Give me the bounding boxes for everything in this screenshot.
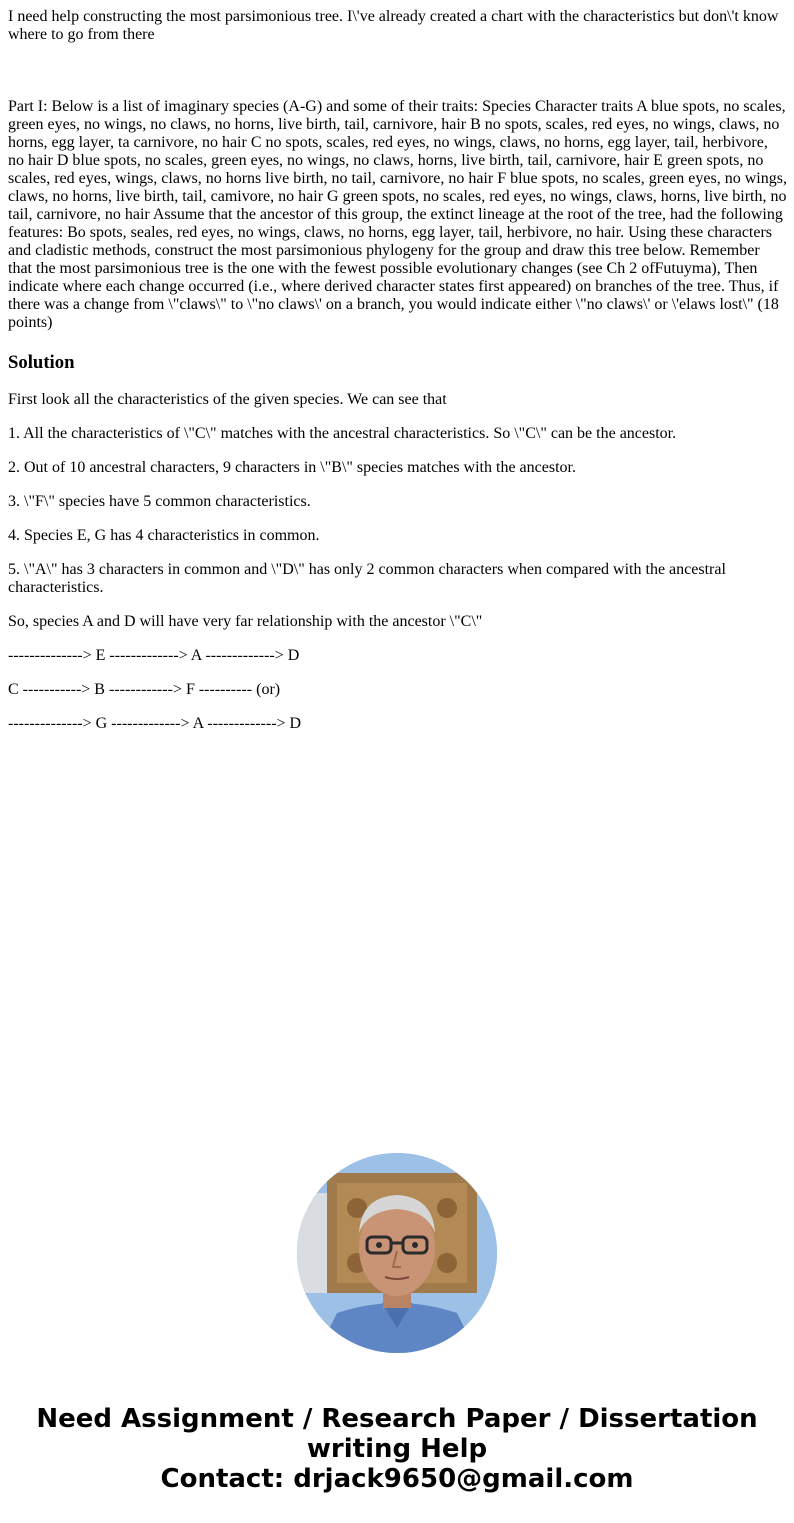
solution-paragraph: 5. \"A\" has 3 characters in common and \"D\" has only 2 common characters when compared with the ancestral characteristics. — [8, 561, 726, 596]
banner-line: Need Assignment / Research Paper / Dissertation — [36, 1404, 758, 1434]
solution-paragraph: So, species A and D will have very far relationship with the ancestor \"C\" — [8, 613, 483, 630]
contact-banner — [0, 1404, 794, 1494]
avatar — [297, 1153, 497, 1353]
solution-paragraph: First look all the characteristics of the given species. We can see that — [8, 391, 447, 408]
solution-paragraph: 2. Out of 10 ancestral characters, 9 characters in \"B\" species matches with the ancestor. — [8, 459, 576, 476]
part-one-text: Part I: Below is a list of imaginary species (A-G) and some of their traits: Species Character traits A blue spots, no scales, green eyes, no wings, no claws, no horns, live birth, tail, carnivore, hair B no spots, scales, red eyes, no wings, claws, no horns, egg layer, ta carnivore, no hair C no spots, scales, red eyes, no wings, claws, no horns, egg layer, tail, herbivore, no hair D blue spots, no scales, green eyes, no wings, no claws, horns, live birth, tail, carnivore, hair E green spots, no scales, red eyes, wings, claws, no horns live birth, no tail, carnivore, no hair F blue spots, no scales, green eyes, no wings, claws, no horns, live birth, tail, camivore, no hair G green spots, no scales, red eyes, no wings, claws, horns, live birth, no tail, carnivore, no hair Assume that the ancestor of this group, the extinct lineage at the root of the tree, had the following features: Bo spots, seales, red eyes, no wings, claws, no horns, egg layer, tail, herbivore, no hair. Using these characters and cladistic methods, construct the most parsimonious phylogeny for the group and draw this tree below. Remember that the most parsimonious tree is the one with the fewest possible evolutionary changes (see Ch 2 ofFutuyma), Then indicate where each change occurred (i.e., where derived character states first appeared) on branches of the tree. Thus, if there was a change from \"claws\" to \"no claws\' on a branch, you would indicate either \"no claws\' or \'elaws lost\" (18 points) — [8, 98, 787, 331]
solution-paragraph: 3. \"F\" species have 5 common characteristics. — [8, 493, 311, 510]
tree-line: C -----------> B ------------> F ---------- (or) — [8, 681, 281, 698]
tree-line: --------------> G -------------> A -------------> D — [8, 715, 302, 732]
solution-paragraph: 1. All the characteristics of \"C\" matches with the ancestral characteristics. So \"C\" can be the ancestor. — [8, 425, 677, 442]
document-body — [8, 8, 787, 733]
tree-line: --------------> E -------------> A -------------> D — [8, 647, 300, 664]
contact-email: Contact: drjack9650@gmail.com — [160, 1464, 634, 1494]
solution-body — [8, 391, 787, 733]
solution-heading: Solution — [8, 352, 75, 373]
question-text: I need help constructing the most parsimonious tree. I\'ve already created a chart with the characteristics but don\'t know where to go from there — [8, 8, 779, 43]
banner-line: writing Help — [306, 1434, 488, 1464]
solution-paragraph: 4. Species E, G has 4 characteristics in common. — [8, 527, 320, 544]
spacer — [8, 44, 787, 98]
person-photo-icon — [297, 1153, 497, 1353]
